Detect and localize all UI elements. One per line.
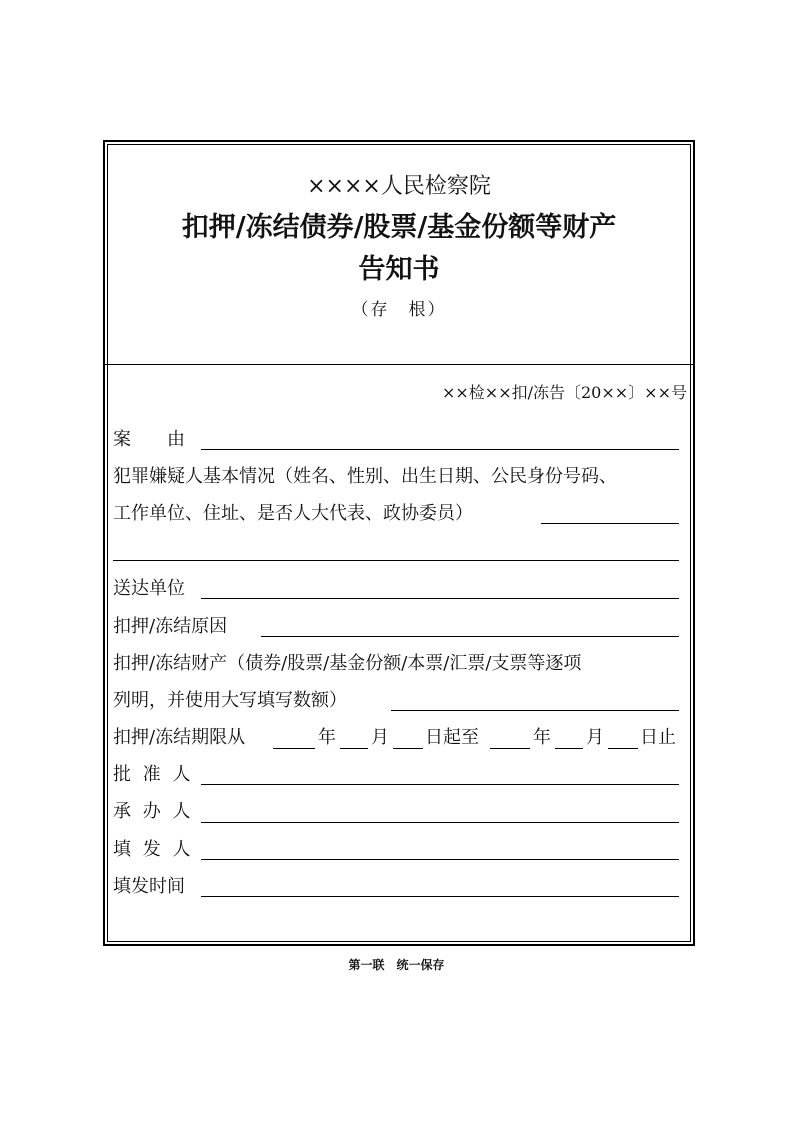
property-field[interactable] bbox=[391, 710, 679, 711]
case-cause-field[interactable] bbox=[201, 449, 679, 450]
period-start-month-unit: 月 bbox=[371, 727, 389, 748]
period-end-year-field[interactable] bbox=[490, 748, 530, 749]
period-start-year-unit: 年 bbox=[318, 727, 336, 748]
period-start-day-field[interactable] bbox=[393, 748, 423, 749]
issue-time-label: 填发时间 bbox=[113, 876, 185, 897]
form-title-line1: 扣押/冻结债券/股票/基金份额等财产 bbox=[181, 212, 617, 243]
suspect-info-label-line1: 犯罪嫌疑人基本情况（姓名、性别、出生日期、公民身份号码、 bbox=[113, 466, 617, 487]
period-end-month-unit: 月 bbox=[586, 727, 604, 748]
period-start-month-field[interactable] bbox=[340, 748, 368, 749]
service-unit-label: 送达单位 bbox=[113, 578, 185, 599]
period-end-day-unit: 日止 bbox=[640, 727, 676, 748]
handler-field[interactable] bbox=[201, 822, 679, 823]
property-label-line2: 列明，并使用大写填写数额） bbox=[113, 690, 347, 711]
issue-time-field[interactable] bbox=[201, 896, 679, 897]
approver-label: 批 准 人 bbox=[113, 764, 194, 785]
property-label-line1: 扣押/冻结财产（债券/股票/基金份额/本票/汇票/支票等逐项 bbox=[113, 653, 582, 674]
issuer-label: 填 发 人 bbox=[113, 839, 194, 860]
period-prefix-label: 扣押/冻结期限从 bbox=[113, 727, 246, 748]
case-cause-label: 案 由 bbox=[113, 429, 185, 450]
suspect-info-label-line2: 工作单位、住址、是否人大代表、政协委员） bbox=[113, 503, 473, 524]
period-end-year-unit: 年 bbox=[533, 727, 551, 748]
document-number: ××检××扣/冻告〔20××〕××号 bbox=[441, 383, 687, 402]
approver-field[interactable] bbox=[201, 784, 679, 785]
procuratorate-name: ××××人民检察院 bbox=[307, 174, 491, 199]
handler-label: 承 办 人 bbox=[113, 801, 194, 822]
header-divider bbox=[105, 364, 693, 365]
suspect-info-field-extra[interactable] bbox=[113, 560, 679, 561]
period-end-day-field[interactable] bbox=[608, 748, 638, 749]
copy-footer: 第一联 统一保存 bbox=[348, 958, 445, 972]
seizure-reason-field[interactable] bbox=[261, 636, 679, 637]
period-start-year-field[interactable] bbox=[273, 748, 315, 749]
period-start-day-unit: 日起至 bbox=[425, 727, 479, 748]
issuer-field[interactable] bbox=[201, 859, 679, 860]
suspect-info-field[interactable] bbox=[541, 523, 679, 524]
period-end-month-field[interactable] bbox=[555, 748, 583, 749]
form-title-line2: 告知书 bbox=[358, 254, 440, 285]
service-unit-field[interactable] bbox=[201, 598, 679, 599]
stub-label: （存 根） bbox=[351, 300, 447, 320]
form-frame bbox=[103, 140, 695, 946]
seizure-reason-label: 扣押/冻结原因 bbox=[113, 616, 228, 637]
